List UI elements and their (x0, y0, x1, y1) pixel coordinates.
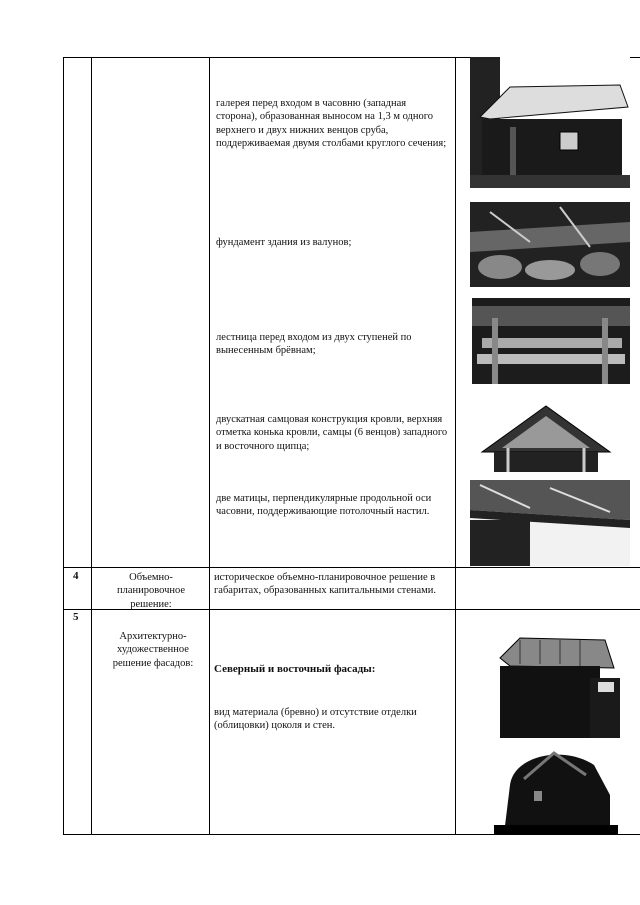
row4-number: 4 (73, 570, 79, 582)
gallery-west-side-photo (470, 57, 630, 188)
boulder-foundation-photo (470, 202, 630, 287)
row5-heading: Северный и восточный фасады: (214, 663, 376, 675)
col-label-divider (209, 57, 210, 835)
north-facade-photo (490, 628, 622, 738)
stairs-description: лестница перед входом из двух ступеней по вынесенным брёвнам; (216, 332, 412, 357)
gable-roof-photo (478, 404, 614, 472)
table-bottom-border (63, 834, 640, 835)
table-left-border (63, 57, 64, 835)
row5-number: 5 (73, 611, 79, 623)
row5-text: вид материала (бревно) и отсутствие отделки (облицовки) цоколя и стен. (214, 707, 417, 732)
row4-label: Объемно-планировочное решение: (116, 572, 186, 610)
ceiling-beams-photo (470, 480, 630, 566)
row4-top-border (63, 567, 640, 568)
row5-label: Архитектурно-художественное решение фасадов: (112, 631, 194, 669)
ceiling-beams-description: две матицы, перпендикулярные продольной оси часовни, поддерживающие потолочный настил. (216, 493, 432, 518)
col-text-divider (455, 57, 456, 835)
gallery-description: галерея перед входом в часовню (западная сторона), образованная выносом на 1,3 м одного верхнего и двух нижних венцов сруба, поддерживаемая двумя столбами круглого сечения; (216, 98, 447, 150)
east-facade-photo (494, 745, 618, 834)
col-number-divider (91, 57, 92, 835)
row4-text: историческое объемно-планировочное решение в габаритах, образованных капитальными стенами. (214, 572, 437, 597)
roof-description: двускатная самцовая конструкция кровли, верхняя отметка конька кровли, самцы (6 венцов) западного и восточного щипца; (216, 414, 448, 452)
foundation-description: фундамент здания из валунов; (216, 237, 352, 248)
entrance-stairs-photo (472, 298, 630, 384)
